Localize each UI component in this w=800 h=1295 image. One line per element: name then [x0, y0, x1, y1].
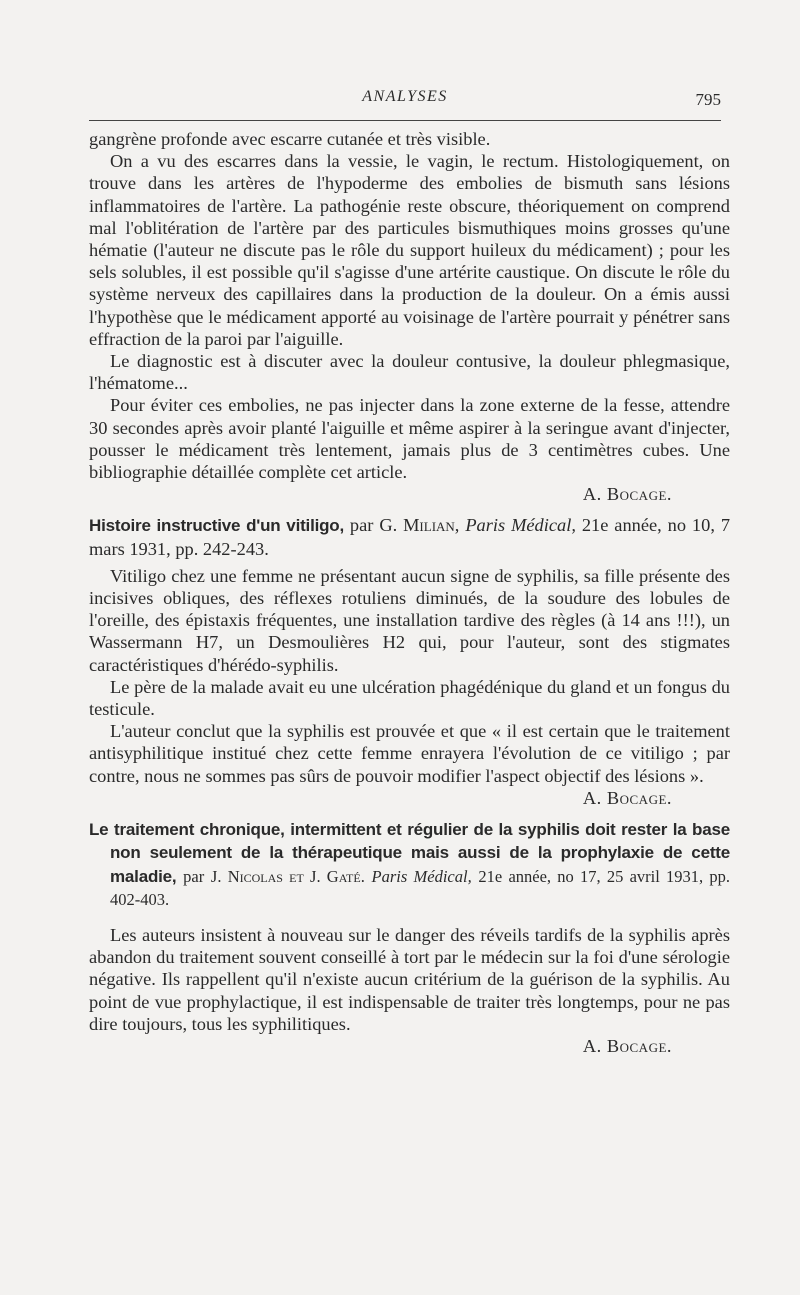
signature — [89, 1035, 730, 1057]
review-heading — [89, 818, 730, 911]
ref-author: G. Milian, — [379, 515, 460, 536]
paragraph: Le père de la malade avait eu une ulcération phagédénique du gland et un fongus du testicule. — [89, 676, 730, 720]
paragraph: gangrène profonde avec escarre cutanée et très visible. — [89, 129, 491, 149]
signature-text: A. Bocage. — [582, 787, 672, 808]
paragraph: Pour éviter ces embolies, ne pas injecter dans la zone externe de la fesse, attendre 30 secondes après avoir planté l'aiguille et même aspirer à la seringue avant d'injecter, pousser le médicament très lentement, jamais plus de 3 centimètres cubes. Une bibliographie détaillée complète cet article. — [89, 395, 730, 483]
ref-authors: J. Nicolas et J. Gaté. — [210, 866, 365, 886]
paragraph: On a vu des escarres dans la vessie, le vagin, le rectum. Histologiquement, on trouve dans les artères de l'hypoderme des embolies de bismuth sans lésions inflammatoires de l'artère. La pathogénie reste obscure, théoriquement on comprend mal l'oblitération de l'artère par des particules bismuthiques moins grosses qu'une hématie (l'auteur ne discute pas le rôle du support huileux du médicament) ; pour les sels solubles, il est possible qu'il s'agisse d'une artérite caustique. On discute le rôle du système nerveux des capillaires dans la production de la douleur. On a émis aussi l'hypothèse que le médicament apporté au voisinage de l'artère pourrait y pénétrer sans effraction de la paroi par l'aiguille. — [89, 151, 730, 349]
ref-details: 21e année, no 10, 7 mars 1931, pp. 242-243. — [89, 515, 731, 559]
spacer — [89, 911, 730, 924]
signature — [89, 483, 730, 505]
article-body — [89, 128, 730, 1057]
page-header — [89, 88, 721, 114]
running-title: ANALYSES — [362, 88, 448, 105]
review-heading — [89, 514, 730, 559]
signature-text: A. Bocage. — [582, 484, 672, 505]
signature — [89, 787, 730, 809]
review-title: Le traitement chronique, intermittent et régulier de la syphilis doit rester la base non seulement de la thérapeutique mais aussi de la prophylaxie de cette maladie, — [89, 820, 730, 886]
review-title: Histoire instructive d'un vitiligo, — [89, 516, 345, 536]
spacer — [89, 505, 730, 514]
signature-text: A. Bocage. — [582, 1035, 672, 1056]
paragraph: Vitiligo chez une femme ne présentant aucun signe de syphilis, sa fille présente des incisives obliques, des réflexes rotuliens diminués, de la soudure des lobules de l'oreille, des épistaxis fréquentes, une installation tardive des règles (à 14 ans !!!), un Wassermann H7, un Desmoulières H2 qui, pour l'auteur, sont des stigmates caractéristiques d'hérédo-syphilis. — [89, 565, 730, 675]
paragraph: L'auteur conclut que la syphilis est prouvée et que « il est certain que le traitement antisyphilitique institué chez cette femme enrayera l'évolution de ce vitiligo ; par contre, nous ne sommes pas sûrs de pouvoir modifier l'aspect objectif des lésions ». — [89, 721, 730, 786]
ref-details: 21e année, no 17, 25 avril 1931, pp. 402-403. — [110, 866, 730, 909]
ref-journal: Paris Médical, — [465, 515, 576, 536]
header-rule — [89, 120, 721, 121]
ref-journal: Paris Médical, — [371, 866, 472, 886]
ref-par: par — [183, 866, 205, 886]
spacer — [89, 809, 730, 818]
page-number: 795 — [695, 90, 721, 109]
ref-par: par — [349, 515, 374, 536]
paragraph: Le diagnostic est à discuter avec la douleur contusive, la douleur phlegmasique, l'hématome... — [89, 351, 730, 394]
paragraph: Les auteurs insistent à nouveau sur le danger des réveils tardifs de la syphilis après abandon du traitement souvent conseillé à tort par le médecin sur la foi d'une sérologie négative. Ils rappellent qu'il n'existe aucun critérium de la guérison de la syphilis. Au point de vue prophylactique, il est indispensable de traiter très longtemps, pour ne pas dire toujours, tous les syphilitiques. — [89, 924, 730, 1034]
